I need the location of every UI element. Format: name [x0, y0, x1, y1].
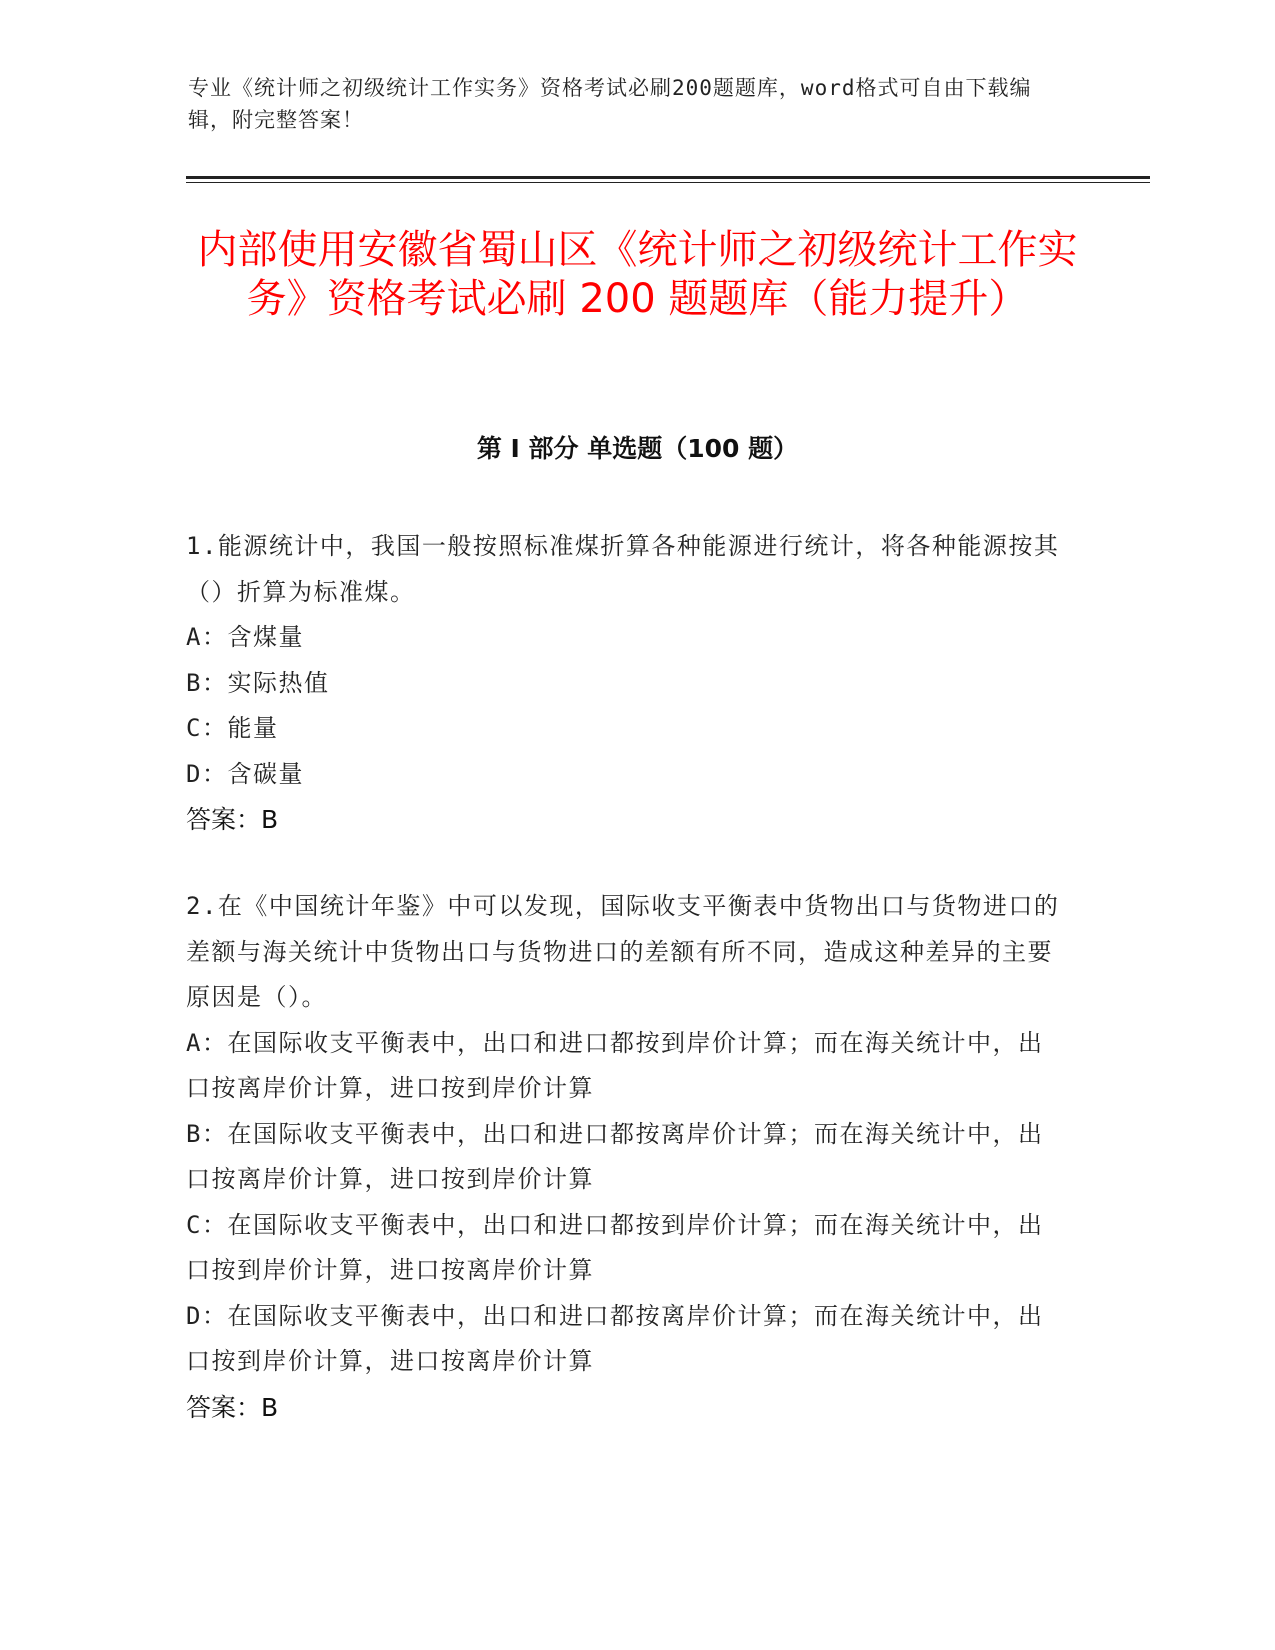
section-title: 第 I 部分 单选题（100 题）: [476, 434, 799, 463]
option-c: C：在国际收支平衡表中，出口和进口都按到岸价计算；而在海关统计中，出口按到岸价计算，进口按离岸价计算: [186, 1210, 1044, 1284]
document-title: 内部使用安徽省蜀山区《统计师之初级统计工作实务》资格考试必刷 200 题题库（能力提升）: [197, 227, 1078, 322]
question-text: 1.能源统计中，我国一般按照标准煤折算各种能源进行统计，将各种能源按其（）折算为标准煤。: [186, 532, 1060, 606]
option-b: B：实际热值: [186, 668, 330, 697]
header-note: 专业《统计师之初级统计工作实务》资格考试必刷200题题库，word格式可自由下载编辑，附完整答案！: [188, 76, 1032, 132]
header-divider-thick: [186, 176, 1150, 179]
answer: 答案：B: [186, 1392, 279, 1422]
option-d: D：在国际收支平衡表中，出口和进口都按离岸价计算；而在海关统计中，出口按到岸价计算，进口按离岸价计算: [186, 1301, 1044, 1375]
option-a: A：含煤量: [186, 623, 304, 651]
question-1: [186, 524, 1066, 843]
question-2: [186, 884, 1066, 1430]
header-divider-thin: [186, 182, 1150, 183]
option-d: D：含碳量: [186, 759, 304, 788]
question-text: 2.在《中国统计年鉴》中可以发现，国际收支平衡表中货物出口与货物进口的差额与海关统计中货物出口与货物进口的差额有所不同，造成这种差异的主要原因是（）。: [186, 892, 1060, 1011]
option-a: A：在国际收支平衡表中，出口和进口都按到岸价计算；而在海关统计中，出口按离岸价计算，进口按到岸价计算: [186, 1028, 1044, 1102]
option-c: C：能量: [186, 714, 279, 742]
option-b: B：在国际收支平衡表中，出口和进口都按离岸价计算；而在海关统计中，出口按离岸价计算，进口按到岸价计算: [186, 1119, 1044, 1193]
answer: 答案：B: [186, 805, 279, 834]
